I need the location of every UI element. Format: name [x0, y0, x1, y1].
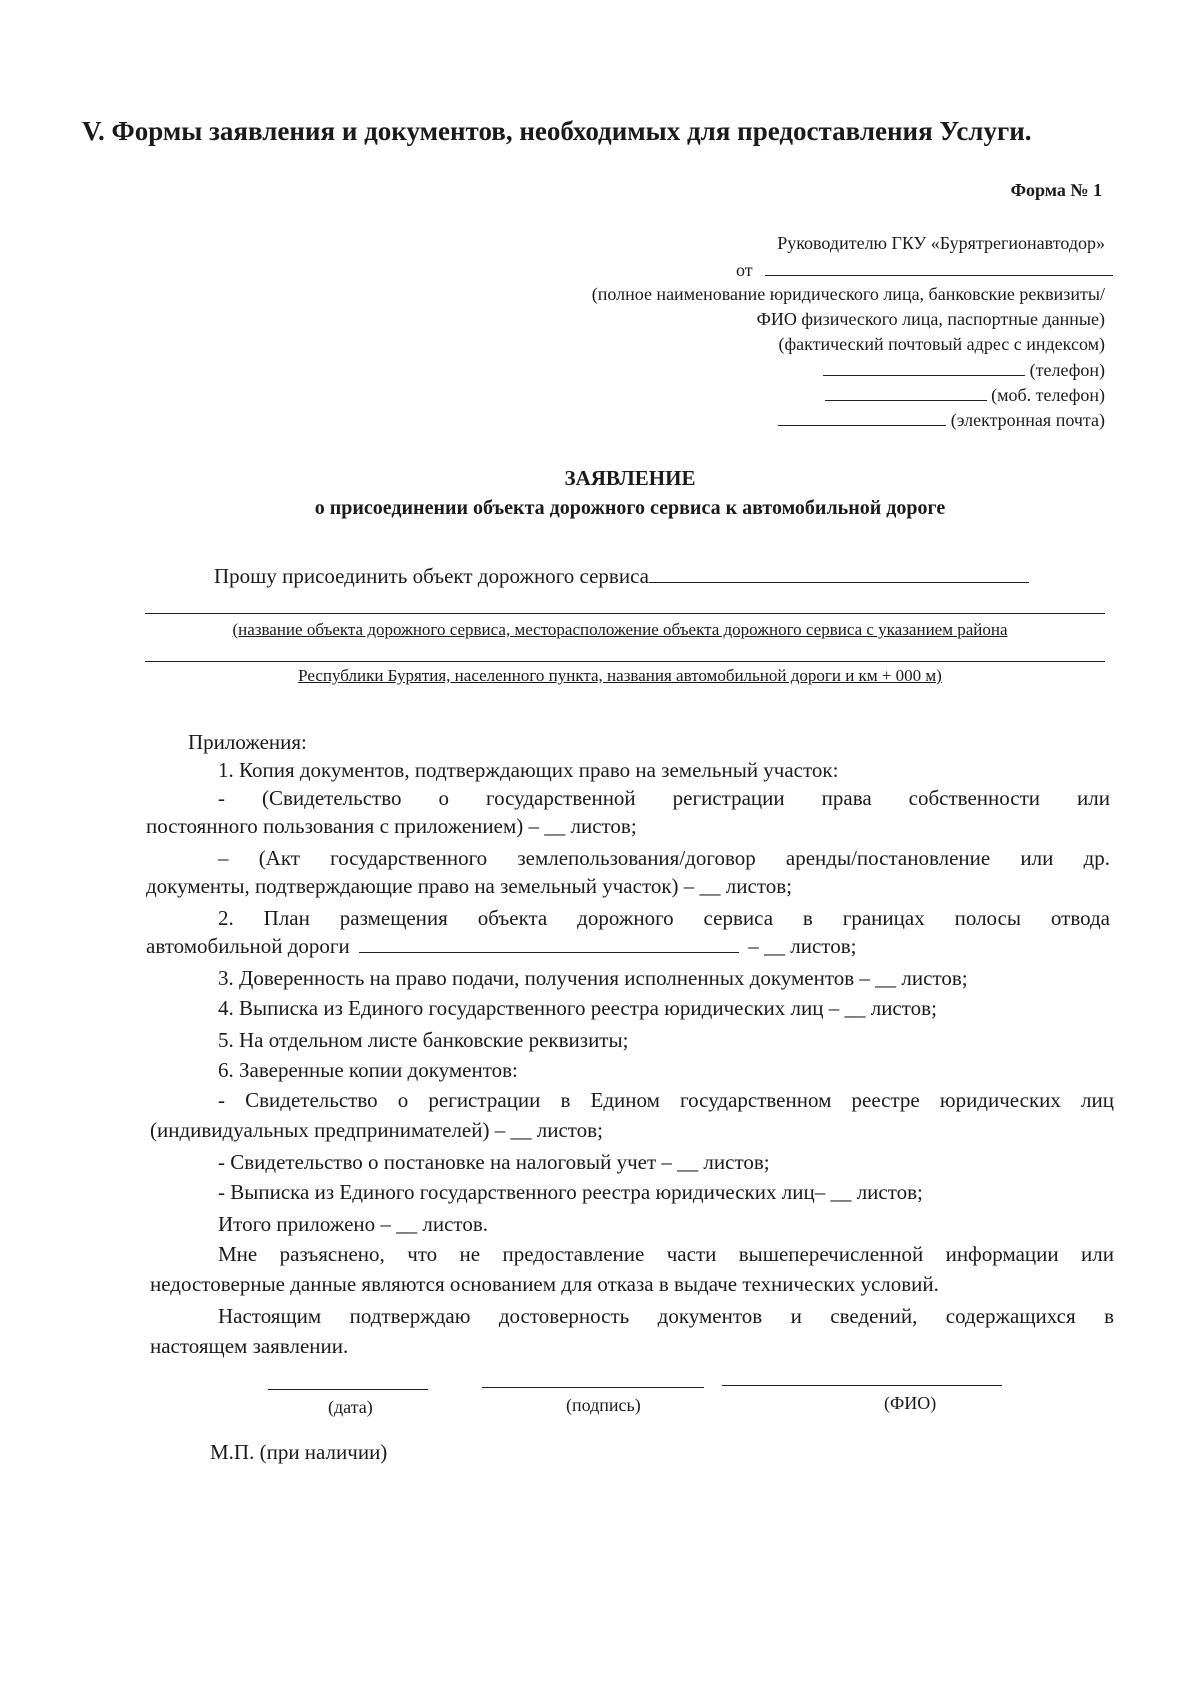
document-title: ЗАЯВЛЕНИЕ [564, 466, 696, 490]
statement-1-line2: недостоверные данные являются основанием для отказа в выдаче технических условий. [150, 1272, 939, 1296]
email-field[interactable] [778, 408, 946, 426]
attachment-5: 5. На отдельном листе банковские реквизиты; [218, 1028, 629, 1052]
section-title: V. Формы заявления и документов, необходимых для предоставления Услуги. [82, 116, 1032, 146]
attachment-3: 3. Доверенность на право подачи, получения исполненных документов – __ листов; [218, 966, 968, 990]
request-row [214, 563, 1029, 589]
request-caption-1: (название объекта дорожного сервиса, месторасположение объекта дорожного сервиса с указанием района [232, 620, 1008, 639]
name-field[interactable] [722, 1385, 1002, 1386]
from-field[interactable] [765, 258, 1113, 276]
attachment-2-line2 [146, 934, 856, 959]
attachment-2-line1: 2. План размещения объекта дорожного сервиса в границах полосы отвода [218, 906, 1110, 930]
request-caption-2: Республики Бурятия, населенного пункта, названия автомобильной дороги и км + 000 м) [298, 666, 942, 685]
addressee-hint-2: ФИО физического лица, паспортные данные) [756, 309, 1105, 329]
attachment-6c: - Выписка из Единого государственного реестра юридических лиц– __ листов; [218, 1180, 923, 1204]
attachment-1b-line1: – (Акт государственного землепользования/договор аренды/постановление или др. [218, 846, 1110, 870]
statement-1-line1: Мне разъяснено, что не предоставление части вышеперечисленной информации или [218, 1242, 1114, 1266]
mobile-label: (моб. телефон) [991, 385, 1105, 405]
object-field[interactable] [649, 563, 1029, 583]
attachment-1: 1. Копия документов, подтверждающих право на земельный участок: [218, 758, 839, 782]
mobile-field[interactable] [825, 383, 987, 401]
attachment-2-road-label: автомобильной дороги [146, 934, 350, 958]
attachment-1b-line2: документы, подтверждающие право на земельный участок) – __ листов; [146, 874, 792, 898]
attachment-6: 6. Заверенные копии документов: [218, 1058, 518, 1082]
date-field[interactable] [268, 1389, 428, 1390]
attachments-total: Итого приложено – __ листов. [218, 1212, 488, 1236]
object-line-1[interactable] [145, 613, 1105, 614]
addressee-from [736, 258, 1113, 281]
phone-row [823, 358, 1105, 381]
object-line-2[interactable] [145, 661, 1105, 662]
addressee-hint-3: (фактический почтовый адрес с индексом) [778, 334, 1105, 354]
attachment-6b: - Свидетельство о постановке на налоговый учет – __ листов; [218, 1150, 770, 1174]
attachment-6a-line1: - Свидетельство о регистрации в Едином государственном реестре юридических лиц [218, 1088, 1114, 1112]
phone-field[interactable] [823, 358, 1025, 376]
signature-label: (подпись) [566, 1395, 641, 1415]
phone-label: (телефон) [1029, 360, 1105, 380]
attachment-6a-line2: (индивидуальных предпринимателей) – __ листов; [150, 1118, 603, 1142]
from-label: от [736, 260, 753, 280]
mobile-row [825, 383, 1105, 406]
addressee-to: Руководителю ГКУ «Бурятрегионавтодор» [777, 233, 1105, 253]
signature-field[interactable] [482, 1387, 704, 1388]
statement-2-line1: Настоящим подтверждаю достоверность документов и сведений, содержащихся в [218, 1304, 1114, 1328]
form-number: Форма № 1 [1010, 180, 1102, 200]
document-subtitle: о присоединении объекта дорожного сервиса к автомобильной дороге [314, 497, 946, 519]
stamp-note: М.П. (при наличии) [210, 1440, 388, 1464]
addressee-hint-1: (полное наименование юридического лица, банковские реквизиты/ [591, 284, 1105, 304]
request-text: Прошу присоединить объект дорожного сервиса [214, 564, 649, 588]
road-field[interactable] [359, 936, 739, 953]
statement-2-line2: настоящем заявлении. [150, 1334, 349, 1358]
attachments-heading: Приложения: [188, 730, 307, 754]
attachment-4: 4. Выписка из Единого государственного реестра юридических лиц – __ листов; [218, 996, 937, 1020]
attachment-1a-line1: - (Свидетельство о государственной регистрации права собственности или [218, 786, 1110, 810]
email-label: (электронная почта) [950, 410, 1105, 430]
attachment-1a-line2: постоянного пользования с приложением) – __ листов; [146, 814, 637, 838]
attachment-2-sheets: – __ листов; [748, 934, 857, 958]
name-label: (ФИО) [884, 1393, 937, 1413]
date-label: (дата) [328, 1397, 373, 1417]
email-row [778, 408, 1105, 431]
